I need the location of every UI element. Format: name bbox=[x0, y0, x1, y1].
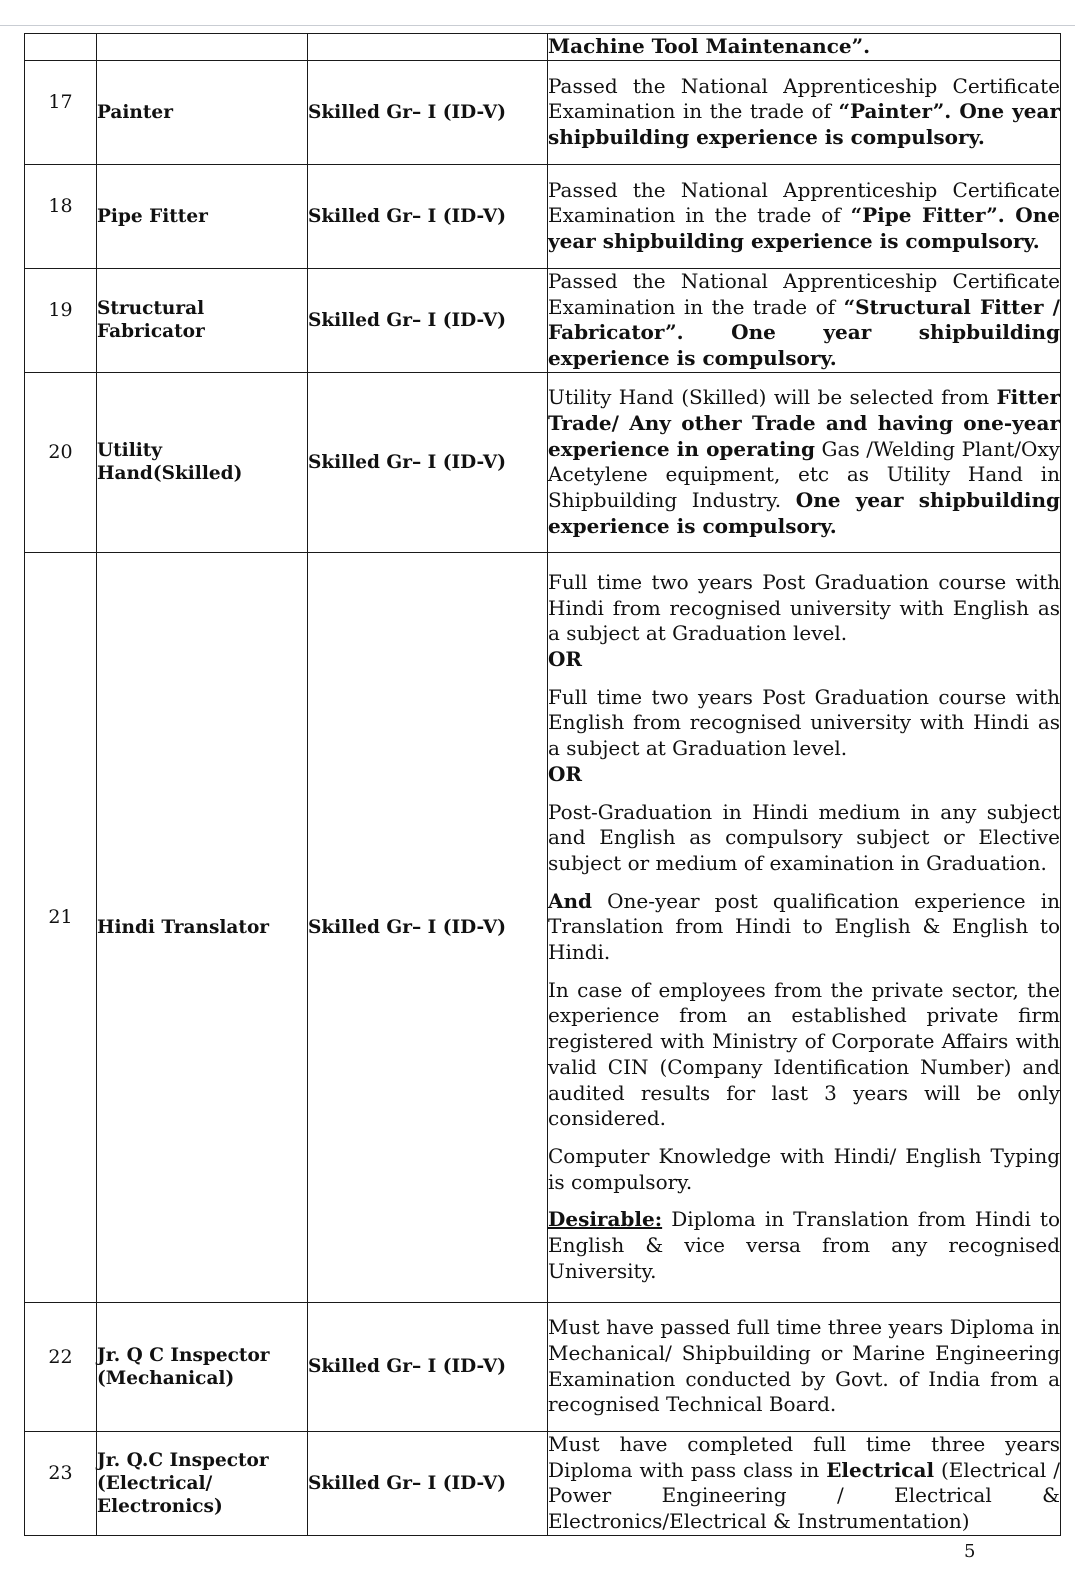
post-name: Pipe Fitter bbox=[97, 164, 308, 268]
sl-cell: 17 bbox=[25, 60, 97, 164]
table-row-23 bbox=[25, 1431, 1061, 1535]
qualification-cell: Must have completed full time three years Diploma with pass class in Electrical (Electrical / Power Engineering / Electrical & Electronics/Electrical & Instrumentation) bbox=[548, 1431, 1061, 1535]
page-number: 5 bbox=[964, 1541, 976, 1562]
table-row-continuation bbox=[25, 34, 1061, 61]
table-row-21 bbox=[25, 552, 1061, 1302]
grade-label: Skilled Gr– I (ID-V) bbox=[308, 372, 548, 552]
grade-label: Skilled Gr– I (ID-V) bbox=[308, 164, 548, 268]
grade-label: Skilled Gr– I (ID-V) bbox=[308, 552, 548, 1302]
qualification-cell: Passed the National Apprenticeship Certificate Examination in the trade of “Structural Fitter / Fabricator”. One year shipbuilding experience is compulsory. bbox=[548, 268, 1061, 372]
continuation-text: Machine Tool Maintenance”. bbox=[548, 34, 871, 58]
sl-cell: 18 bbox=[25, 164, 97, 268]
grade-label: Skilled Gr– I (ID-V) bbox=[308, 268, 548, 372]
post-name: Hindi Translator bbox=[97, 552, 308, 1302]
grade-cell bbox=[308, 34, 548, 61]
qualification-option-1: Full time two years Post Graduation course with Hindi from recognised university with English as a subject at Graduation level. bbox=[548, 569, 1060, 646]
qualification-cell bbox=[548, 34, 1061, 61]
post-name: Painter bbox=[97, 60, 308, 164]
computer-knowledge: Computer Knowledge with Hindi/ English Typing is compulsory. bbox=[548, 1143, 1060, 1194]
qualification-cell: Must have passed full time three years Diploma in Mechanical/ Shipbuilding or Marine Engineering Examination conducted by Govt. of India from a recognised Technical Board. bbox=[548, 1302, 1061, 1431]
grade-label: Skilled Gr– I (ID-V) bbox=[308, 1302, 548, 1431]
sl-cell: 22 bbox=[25, 1302, 97, 1431]
table-row-20 bbox=[25, 372, 1061, 552]
sl-cell bbox=[25, 34, 97, 61]
header-divider bbox=[0, 25, 1075, 26]
qualification-option-2: Full time two years Post Graduation course with English from recognised university with Hindi as a subject at Graduation level. bbox=[548, 684, 1060, 761]
post-name: Structural Fabricator bbox=[97, 268, 308, 372]
table-row-18 bbox=[25, 164, 1061, 268]
qualification-option-3: Post-Graduation in Hindi medium in any subject and English as compulsory subject or Elective subject or medium of examination in Graduation. bbox=[548, 799, 1060, 875]
qualification-cell: Utility Hand (Skilled) will be selected from Fitter Trade/ Any other Trade and having one-year experience in operating Gas /Welding Plant/Oxy Acetylene equipment, etc as Utility Hand in Shipbuilding Industry. One year shipbuilding experience is compulsory. bbox=[548, 372, 1061, 552]
or-label: OR bbox=[548, 647, 583, 672]
post-name: Utility Hand(Skilled) bbox=[97, 372, 308, 552]
post-cell bbox=[97, 34, 308, 61]
qualification-cell bbox=[548, 552, 1061, 1302]
private-sector-note: In case of employees from the private sector, the experience from an established private firm registered with Ministry of Corporate Affairs with valid CIN (Company Identification Number) and audited results for last 3 years will be only considered. bbox=[548, 977, 1060, 1131]
table-row-19 bbox=[25, 268, 1061, 372]
table-row-17 bbox=[25, 60, 1061, 164]
grade-label: Skilled Gr– I (ID-V) bbox=[308, 1431, 548, 1535]
post-name: Jr. Q.C Inspector (Electrical/ Electronics) bbox=[97, 1431, 308, 1535]
post-name: Jr. Q C Inspector (Mechanical) bbox=[97, 1302, 308, 1431]
desirable-qualification: Desirable: Diploma in Translation from Hindi to English & vice versa from any recognised University. bbox=[548, 1207, 1060, 1283]
grade-label: Skilled Gr– I (ID-V) bbox=[308, 60, 548, 164]
qualification-table bbox=[24, 33, 1061, 1536]
sl-cell: 21 bbox=[25, 552, 97, 1302]
qualification-cell: Passed the National Apprenticeship Certificate Examination in the trade of “Painter”. One year shipbuilding experience is compulsory. bbox=[548, 60, 1061, 164]
qualification-cell: Passed the National Apprenticeship Certificate Examination in the trade of “Pipe Fitter”. One year shipbuilding experience is compulsory. bbox=[548, 164, 1061, 268]
sl-cell: 20 bbox=[25, 372, 97, 552]
experience-requirement: And One-year post qualification experience in Translation from Hindi to English & English to Hindi. bbox=[548, 888, 1060, 965]
sl-cell: 19 bbox=[25, 268, 97, 372]
table-row-22 bbox=[25, 1302, 1061, 1431]
sl-cell: 23 bbox=[25, 1431, 97, 1535]
or-label: OR bbox=[548, 761, 583, 786]
